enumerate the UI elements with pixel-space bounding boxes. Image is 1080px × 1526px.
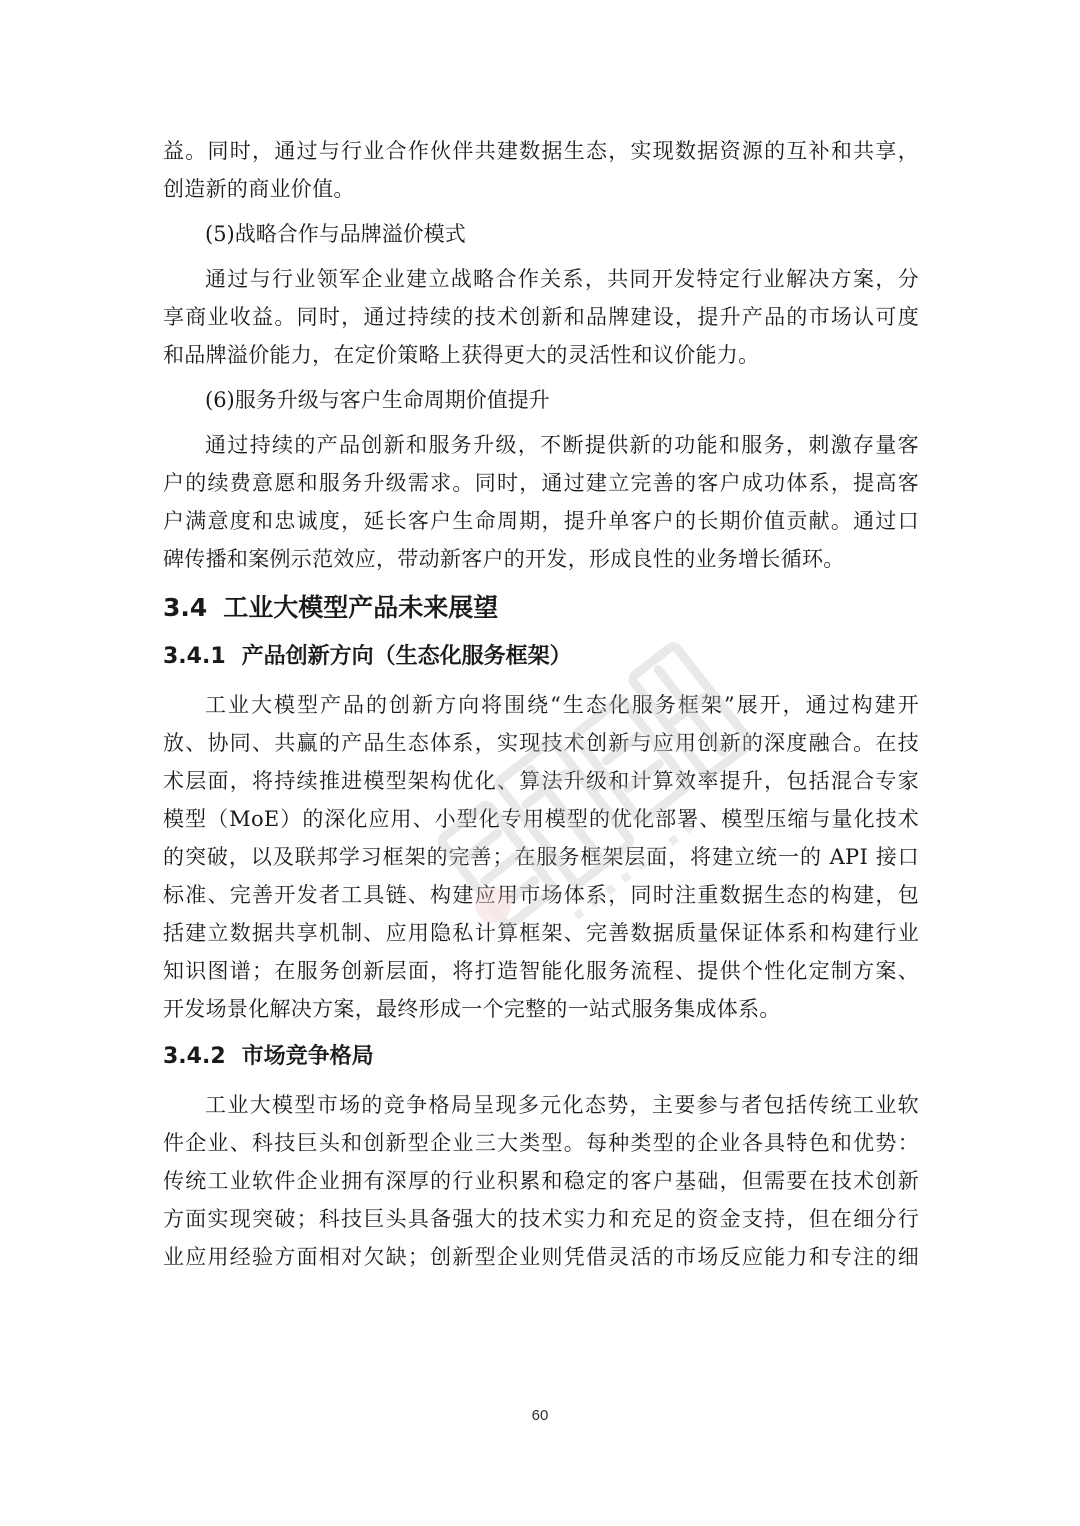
page-number: 60 <box>531 1407 549 1424</box>
section-title: 产品创新方向（生态化服务框架） <box>241 644 572 669</box>
text-line: 开发场景化解决方案，最终形成一个完整的一站式服务集成体系。 <box>163 997 781 1021</box>
text-line: 工业大模型市场的竞争格局呈现多元化态势，主要参与者包括传统工业软 <box>205 1093 919 1117</box>
text-line: 括建立数据共享机制、应用隐私计算框架、完善数据质量保证体系和构建行业 <box>163 921 919 945</box>
text-line: 的突破，以及联邦学习框架的完善；在服务框架层面，将建立统一的 API 接口 <box>163 845 919 869</box>
section-number: 3.4 <box>163 593 208 622</box>
text-line: 享商业收益。同时，通过持续的技术创新和品牌建设，提升产品的市场认可度 <box>163 305 919 329</box>
section-heading-3-4-1 <box>163 638 919 676</box>
paragraph-5 <box>163 260 919 374</box>
paragraph-3-4-2 <box>163 1086 919 1276</box>
section-title: 市场竞争格局 <box>241 1044 374 1069</box>
text-line: 标准、完善开发者工具链、构建应用市场体系，同时注重数据生态的构建，包 <box>163 883 919 907</box>
paragraph-continuation <box>163 132 919 208</box>
text-line: 户的续费意愿和服务升级需求。同时，通过建立完善的客户成功体系，提高客 <box>163 471 919 495</box>
text-line: 户满意度和忠诚度，延长客户生命周期，提升单客户的长期价值贡献。通过口 <box>163 509 919 533</box>
text-line: 模型（MoE）的深化应用、小型化专用模型的优化部署、模型压缩与量化技术 <box>163 807 919 831</box>
paragraph-3-4-1 <box>163 686 919 1028</box>
section-heading-3-4-2 <box>163 1038 919 1076</box>
text-line: 术层面，将持续推进模型架构优化、算法升级和计算效率提升，包括混合专家 <box>163 769 919 793</box>
text-line: 创造新的商业价值。 <box>163 177 355 201</box>
section-number: 3.4.1 <box>163 644 226 669</box>
text-line: 方面实现突破；科技巨头具备强大的技术实力和充足的资金支持，但在细分行 <box>163 1207 919 1231</box>
section-heading-3-4 <box>163 588 919 628</box>
text-line: 通过持续的产品创新和服务升级，不断提供新的功能和服务，刺激存量客 <box>205 433 919 457</box>
section-number: 3.4.2 <box>163 1044 226 1069</box>
text-line: 通过与行业领军企业建立战略合作关系，共同开发特定行业解决方案，分 <box>205 267 919 291</box>
text-line: 件企业、科技巨头和创新型企业三大类型。每种类型的企业各具特色和优势： <box>163 1131 919 1155</box>
text-line: 碑传播和案例示范效应，带动新客户的开发，形成良性的业务增长循环。 <box>163 547 845 571</box>
text-line: 业应用经验方面相对欠缺；创新型企业则凭借灵活的市场反应能力和专注的细 <box>163 1245 919 1269</box>
subheading-5: (5)战略合作与品牌溢价模式 <box>205 222 466 246</box>
text-line: 益。同时，通过与行业合作伙伴共建数据生态，实现数据资源的互补和共享， <box>163 139 919 163</box>
document-body <box>163 132 919 1276</box>
text-line: 知识图谱；在服务创新层面，将打造智能化服务流程、提供个性化定制方案、 <box>163 959 919 983</box>
paragraph-6 <box>163 426 919 578</box>
subheading-6: (6)服务升级与客户生命周期价值提升 <box>205 388 550 412</box>
text-line: 放、协同、共赢的产品生态体系，实现技术创新与应用创新的深度融合。在技 <box>163 731 919 755</box>
text-line: 和品牌溢价能力，在定价策略上获得更大的灵活性和议价能力。 <box>163 343 760 367</box>
text-line: 工业大模型产品的创新方向将围绕“生态化服务框架”展开，通过构建开 <box>205 693 919 717</box>
section-title: 工业大模型产品未来展望 <box>223 593 499 622</box>
text-line: 传统工业软件企业拥有深厚的行业积累和稳定的客户基础，但需要在技术创新 <box>163 1169 919 1193</box>
